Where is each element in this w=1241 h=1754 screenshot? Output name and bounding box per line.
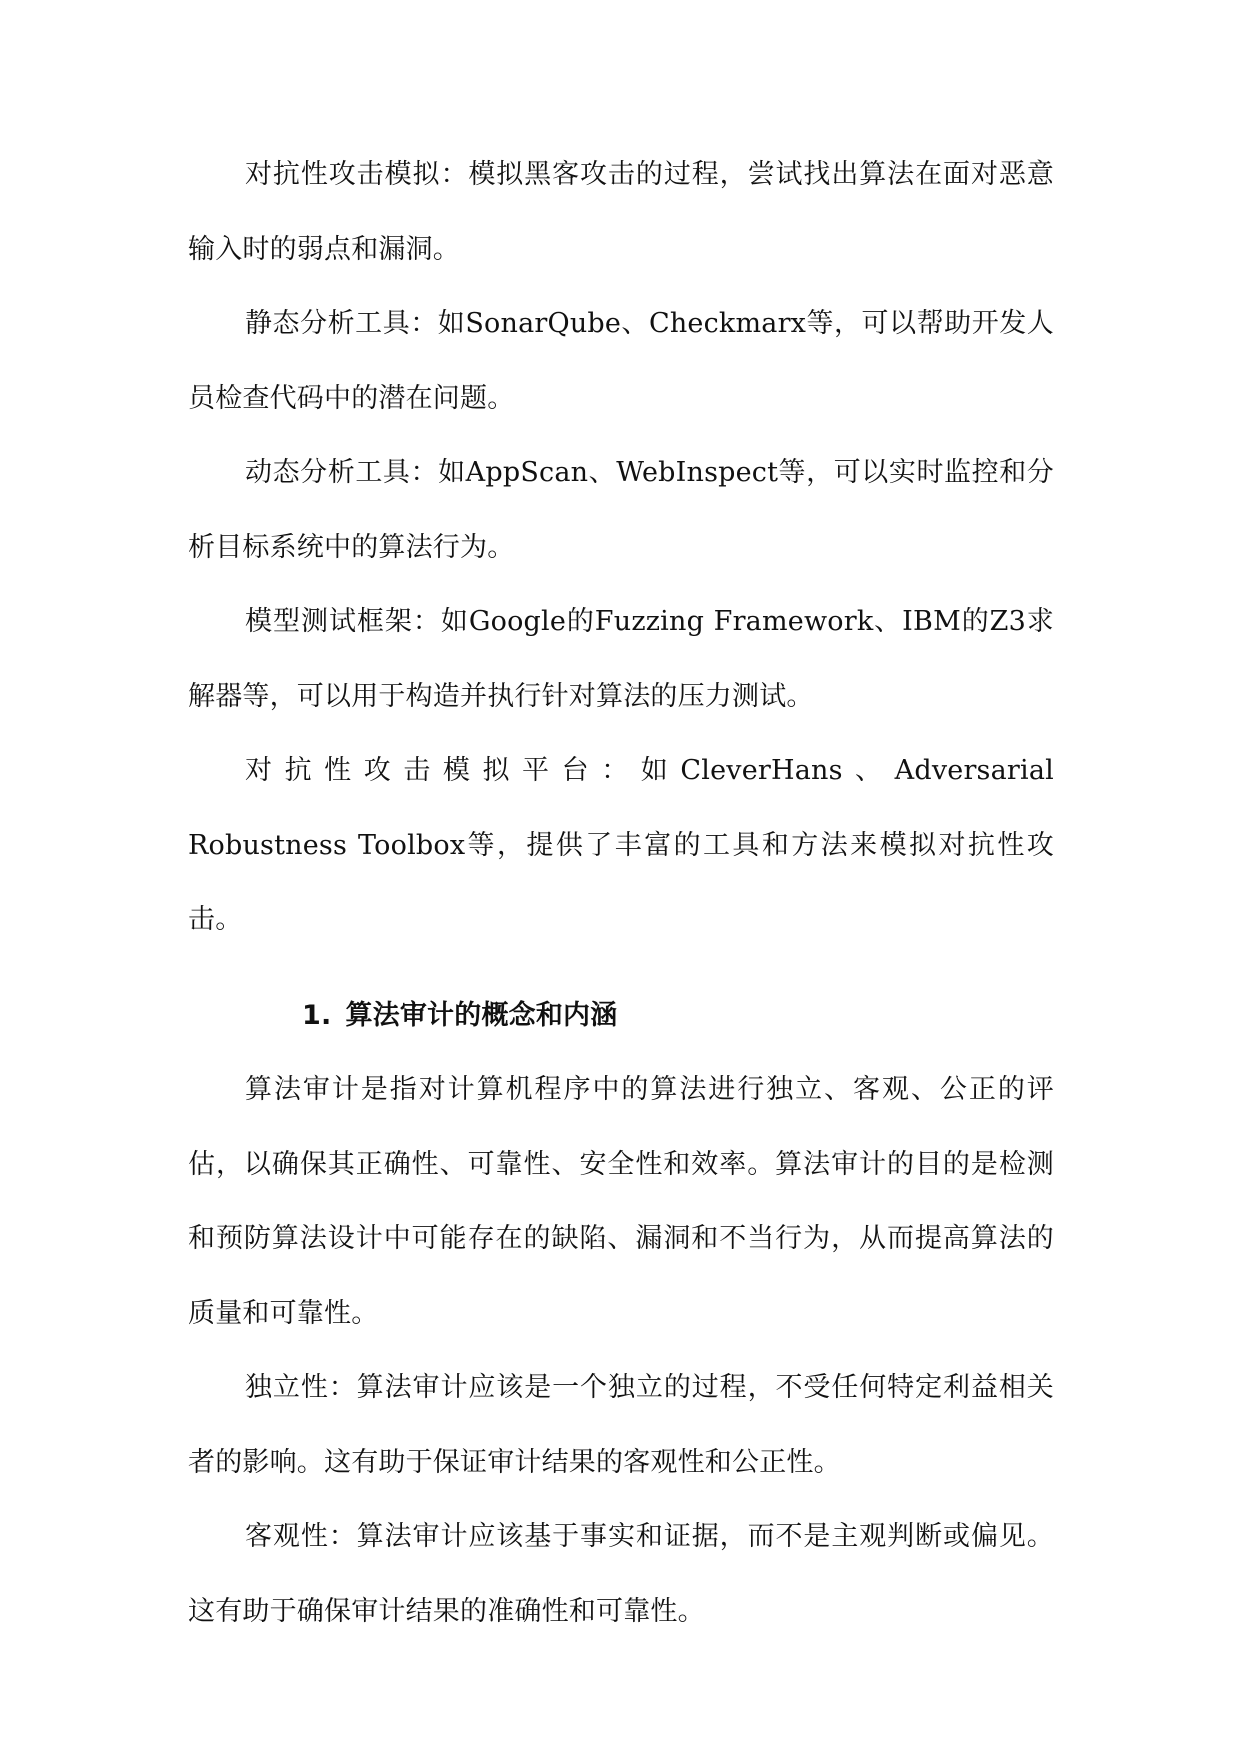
paragraph-adversarial-simulation: 对抗性攻击模拟：模拟黑客攻击的过程，尝试找出算法在面对恶意输入时的弱点和漏洞。 [188, 159, 1054, 265]
paragraph-model-testing-frameworks: 模型测试框架：如Google的Fuzzing Framework、IBM的Z3求解器等，可以用于构造并执行针对算法的压力测试。 [188, 606, 1054, 712]
paragraph-objectivity: 客观性：算法审计应该基于事实和证据，而不是主观判断或偏见。这有助于确保审计结果的准确性和可靠性。 [188, 1521, 1054, 1627]
paragraph-static-analysis-tools: 静态分析工具：如SonarQube、Checkmarx等，可以帮助开发人员检查代码中的潜在问题。 [188, 308, 1054, 414]
paragraph-audit-definition: 算法审计是指对计算机程序中的算法进行独立、客观、公正的评估，以确保其正确性、可靠性、安全性和效率。算法审计的目的是检测和预防算法设计中可能存在的缺陷、漏洞和不当行为，从而提高算法的质量和可靠性。 [188, 1074, 1054, 1329]
section-heading [188, 979, 1054, 1054]
section-heading-text: 算法审计的概念和内涵 [345, 999, 618, 1031]
section-heading-number: 1. [302, 999, 332, 1031]
paragraph-dynamic-analysis-tools: 动态分析工具：如AppScan、WebInspect等，可以实时监控和分析目标系统中的算法行为。 [188, 457, 1054, 563]
paragraph-adversarial-platforms: 对抗性攻击模拟平台：如CleverHans、Adversarial Robustness Toolbox等，提供了丰富的工具和方法来模拟对抗性攻击。 [188, 755, 1054, 935]
paragraph-independence: 独立性：算法审计应该是一个独立的过程，不受任何特定利益相关者的影响。这有助于保证审计结果的客观性和公正性。 [188, 1372, 1054, 1478]
document-body [188, 138, 1054, 1649]
